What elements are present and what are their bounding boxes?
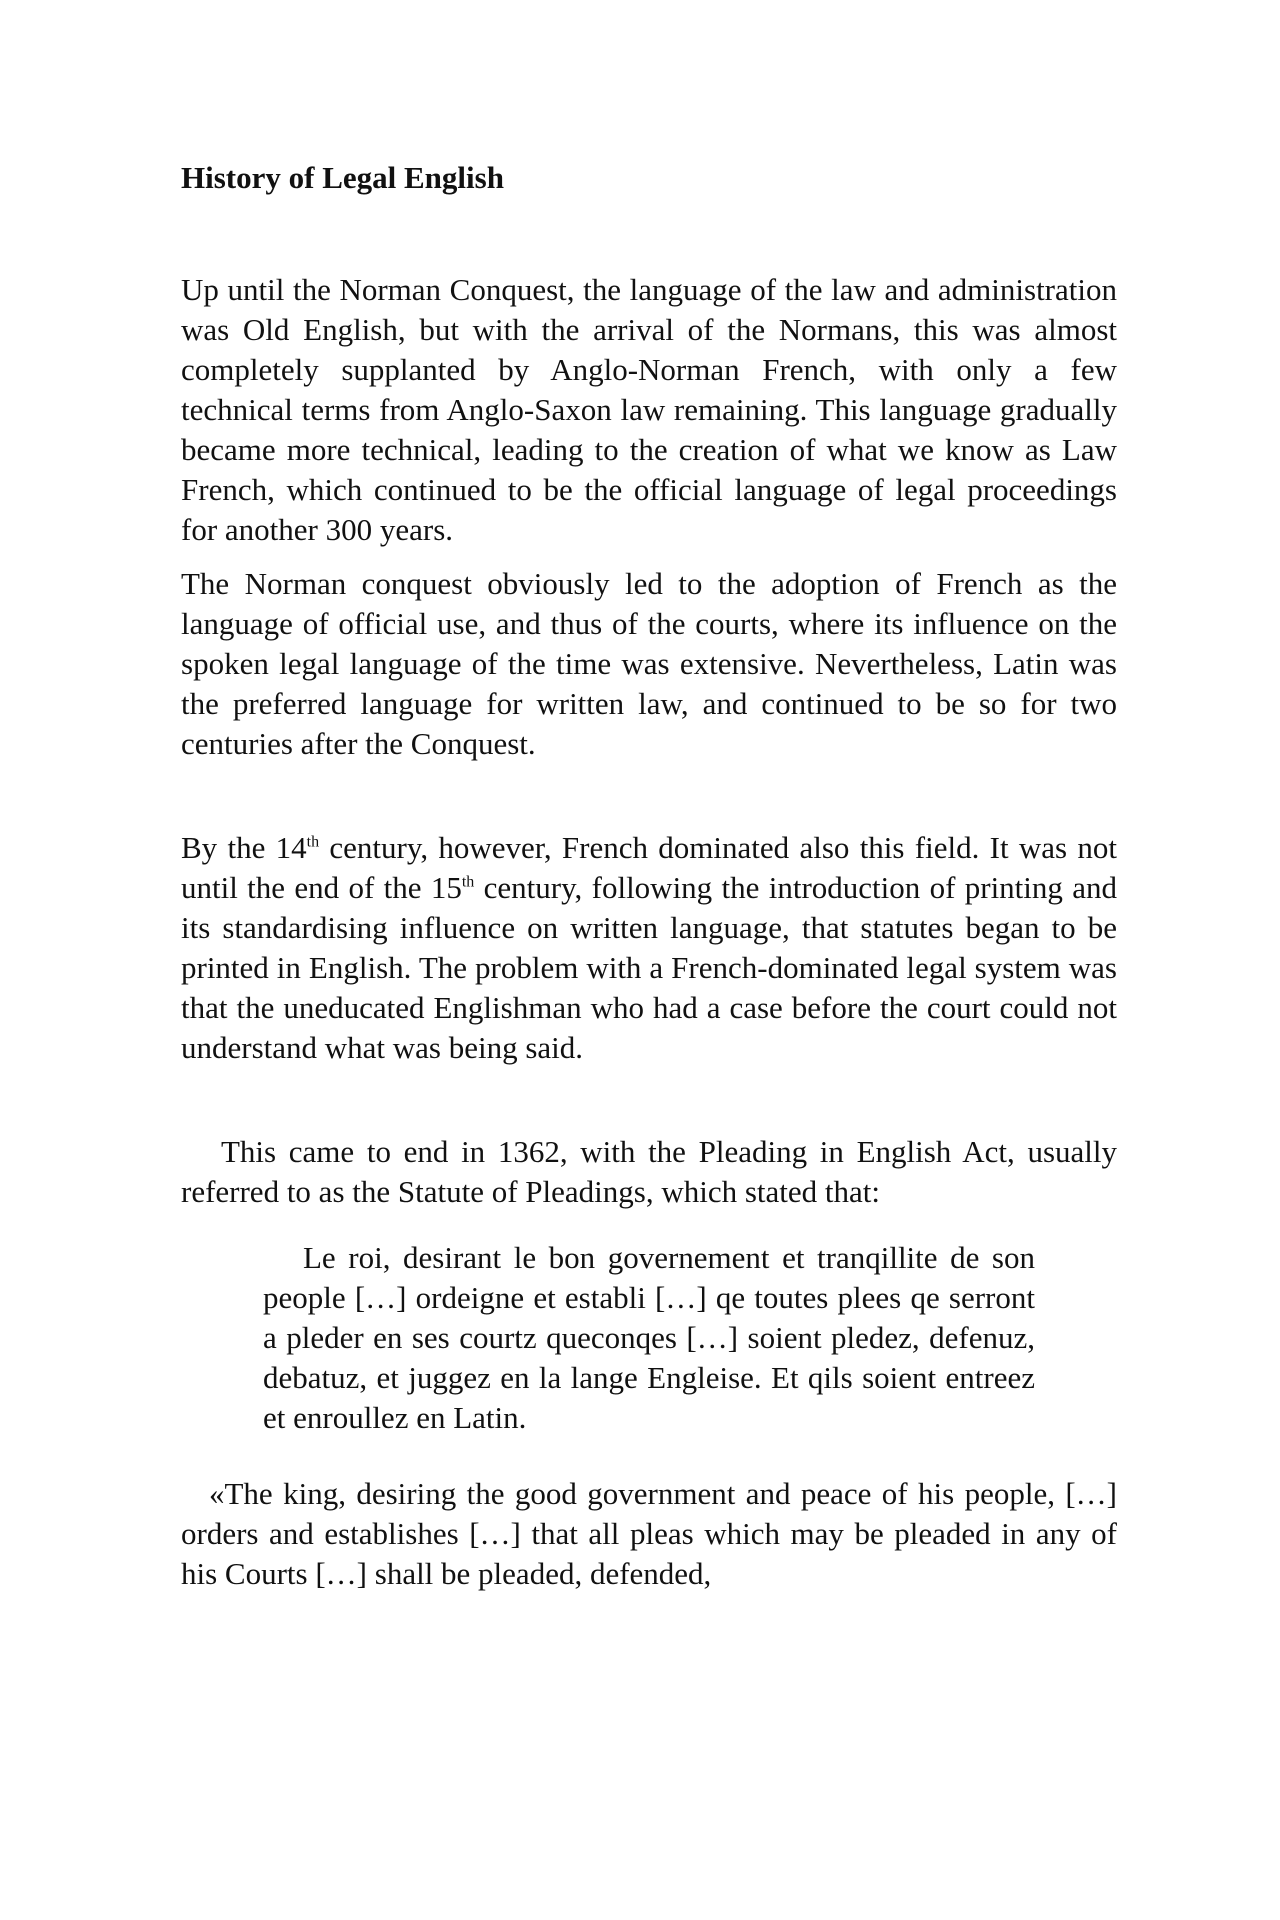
paragraph-text-segment: century, following the introduction of printing and its standardising influence on written language, that statutes began to be printed in English. The problem with a French-dominated legal system was that the uneducated Englishman who had a case before the court could not understand what was being said. [181,870,1117,1065]
block-quote-french: Le roi, desirant le bon governement et tranqillite de son people […] ordeigne et establi […] qe toutes plees qe serront a pleder en ses courtz queconqes […] soient pledez, defenuz, debatuz, et juggez en la lange Engleise. Et qils soient entreez et enroullez en Latin. [263,1240,1035,1435]
paragraph-english-translation: «The king, desiring the good government and peace of his people, […] orders and establishes […] that all pleas which may be pleaded in any of his Courts […] shall be pleaded, defended, [181,1476,1117,1591]
superscript-ordinal: th [461,873,475,891]
paragraph-french-adoption: The Norman conquest obviously led to the adoption of French as the language of official use, and thus of the courts, where its influence on the spoken legal language of the time was extensive. Nevertheless, Latin was the preferred language for written law, and continued to be so for two centuries after the Conquest. [181,566,1117,761]
paragraph-fourteenth-century [181,828,1117,1068]
document-title: History of Legal English [181,160,504,195]
paragraph-norman-conquest: Up until the Norman Conquest, the language of the law and administration was Old English, but with the arrival of the Normans, this was almost completely supplanted by Anglo-Norman French, with only a few technical terms from Anglo-Saxon law remaining. This language gradually became more technical, leading to the creation of what we know as Law French, which continued to be the official language of legal proceedings for another 300 years. [181,272,1117,547]
superscript-ordinal: th [306,833,320,851]
document-page [181,150,1117,1594]
paragraph-text-segment: century, however, French dominated also this field. It was not until the end of the 15 [181,830,1117,905]
paragraph-text-segment: By the 14 [181,830,307,865]
paragraph-statute-of-pleadings: This came to end in 1362, with the Pleading in English Act, usually referred to as the Statute of Pleadings, which stated that: [181,1134,1117,1209]
